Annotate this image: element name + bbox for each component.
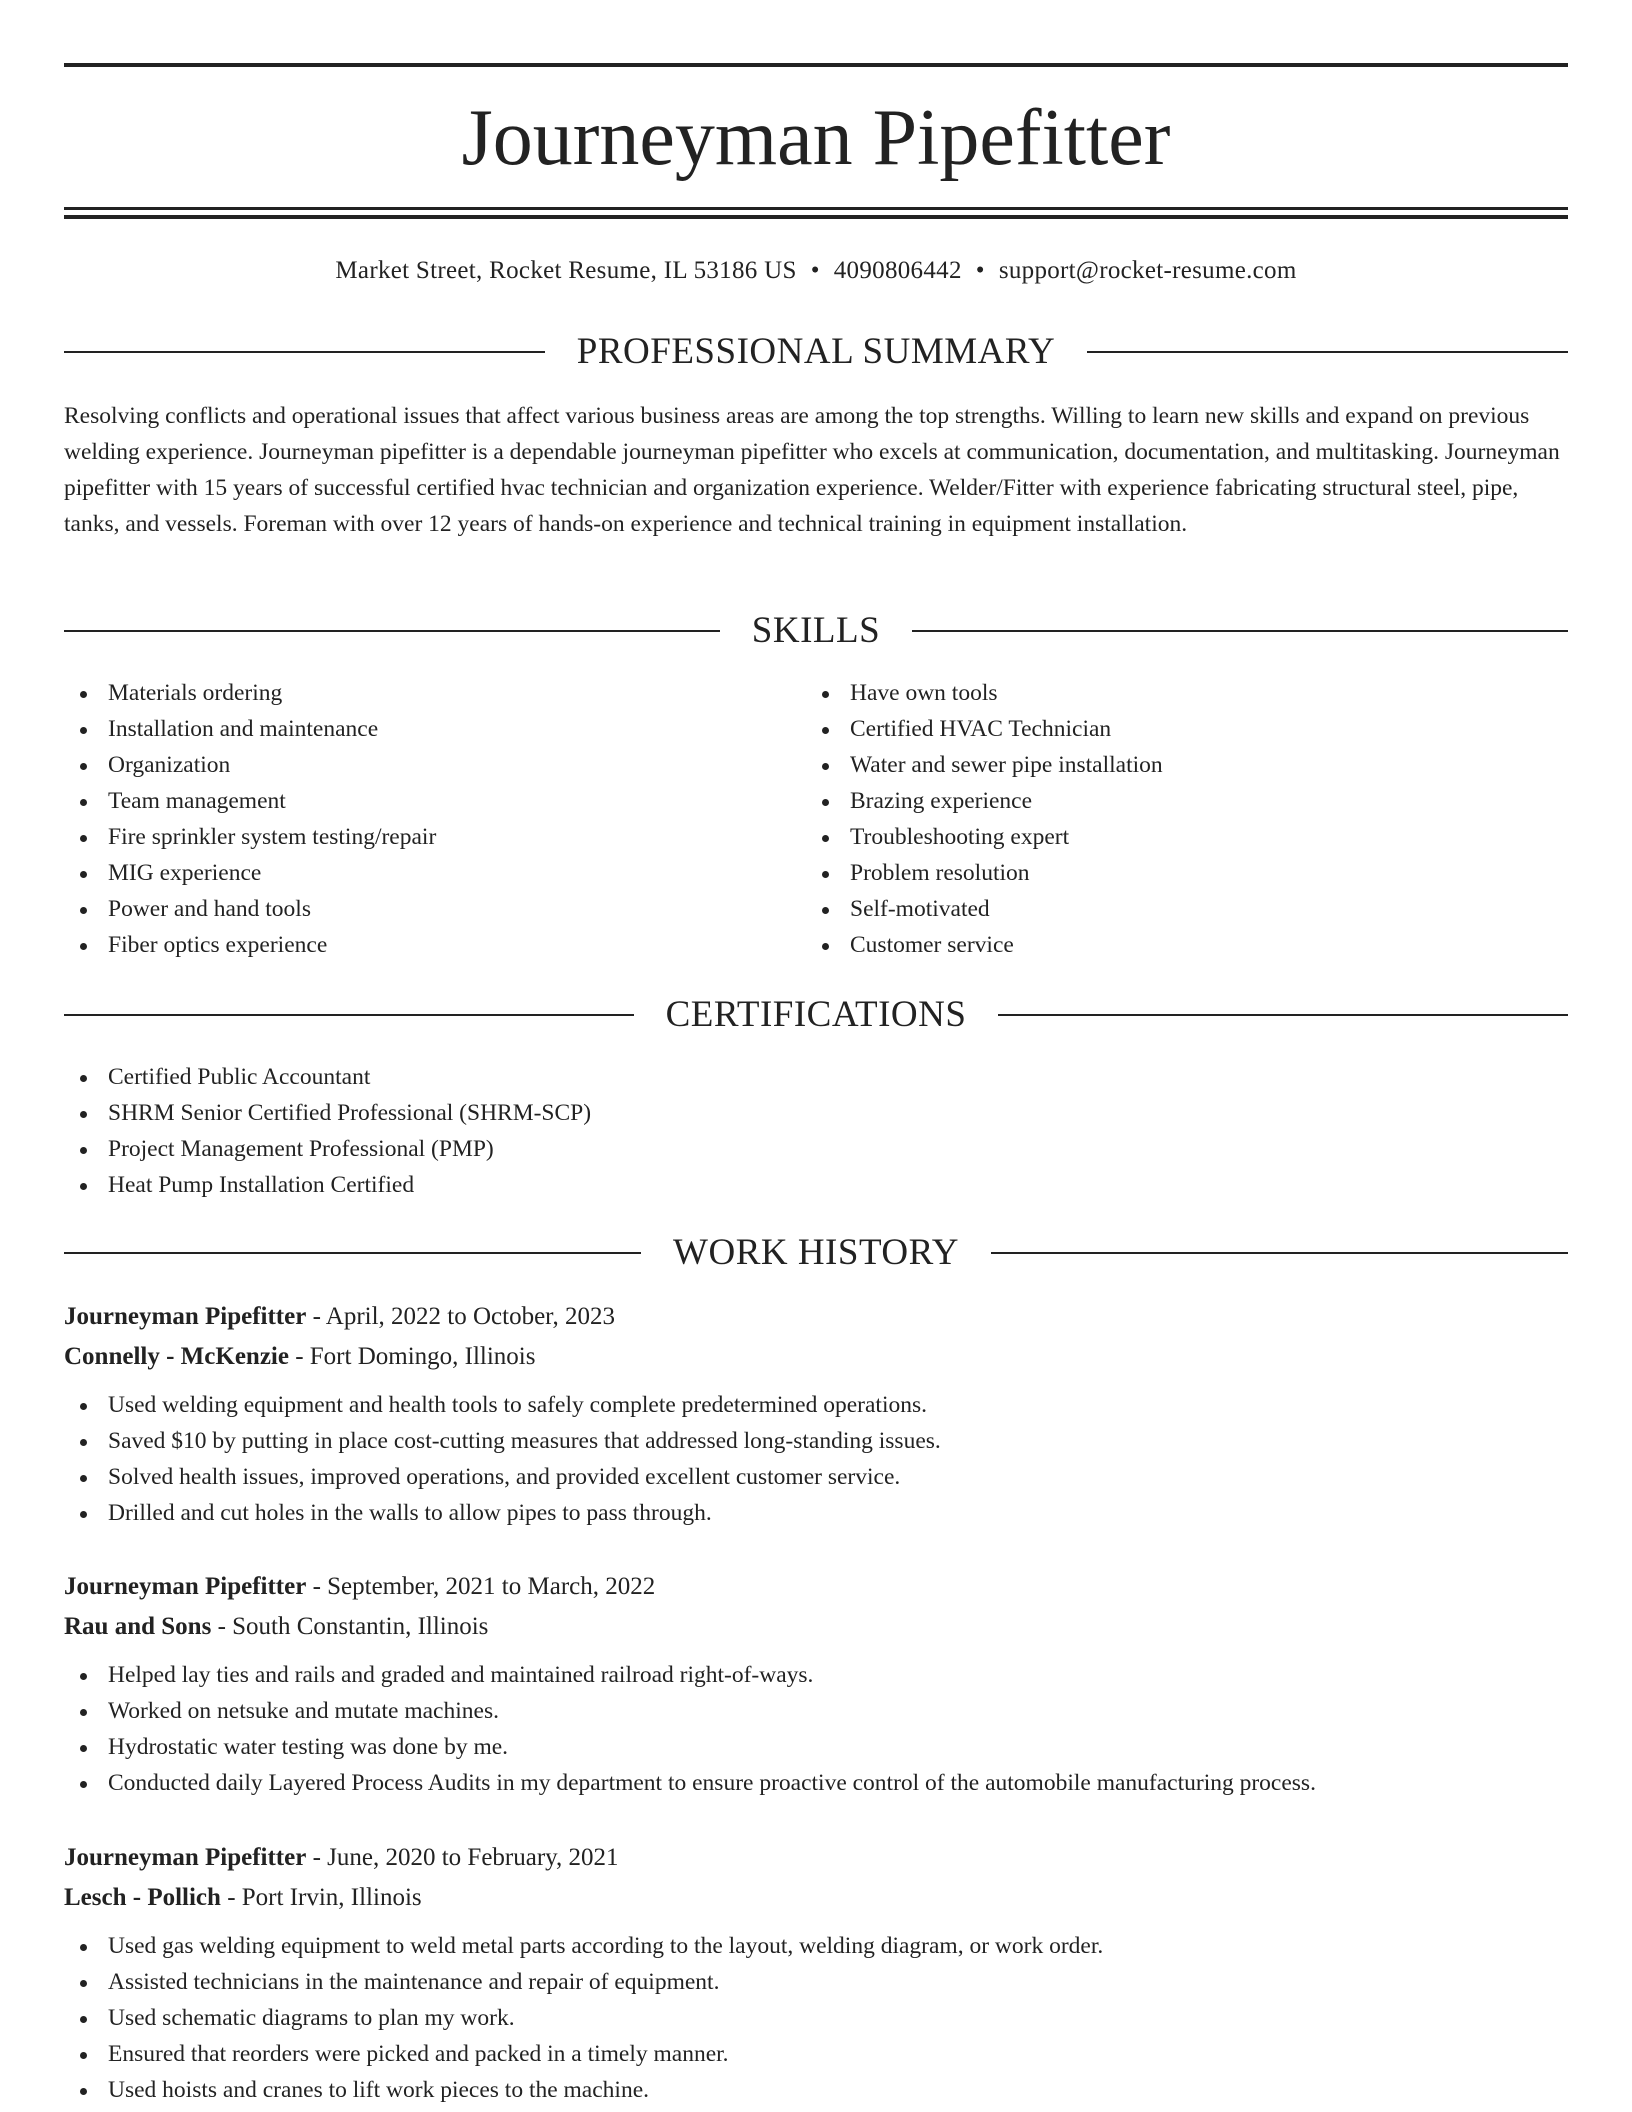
certification-item: SHRM Senior Certified Professional (SHRM-SCP) bbox=[64, 1095, 1568, 1131]
work-history-title: WORK HISTORY bbox=[673, 1232, 959, 1273]
header-top-rule bbox=[64, 63, 1568, 67]
skill-item: Fire sprinkler system testing/repair bbox=[64, 819, 804, 855]
heading-rule bbox=[64, 630, 720, 632]
job-title: Journeyman Pipefitter bbox=[64, 1573, 307, 1600]
job-duty-item: Conducted daily Layered Process Audits in my department to ensure proactive control of the automobile manufacturing process. bbox=[64, 1765, 1568, 1801]
contact-address: Market Street, Rocket Resume, IL 53186 US bbox=[335, 257, 797, 284]
job-duty-item: Saved $10 by putting in place cost-cutting measures that addressed long-standing issues. bbox=[64, 1423, 1568, 1459]
contact-email: support@rocket-resume.com bbox=[998, 257, 1297, 284]
job-duties bbox=[64, 1928, 1568, 2108]
job-location: - Port Irvin, Illinois bbox=[220, 1884, 422, 1911]
summary-title: PROFESSIONAL SUMMARY bbox=[576, 331, 1056, 372]
heading-rule bbox=[64, 1014, 634, 1016]
skill-item: Self-motivated bbox=[806, 891, 1566, 927]
job-duties bbox=[64, 1657, 1568, 1801]
skill-item: MIG experience bbox=[64, 855, 804, 891]
job-company-line bbox=[64, 1337, 1568, 1377]
job-title-line bbox=[64, 1567, 1568, 1607]
skill-item: Materials ordering bbox=[64, 675, 804, 711]
skill-item: Installation and maintenance bbox=[64, 711, 804, 747]
skill-item: Have own tools bbox=[806, 675, 1566, 711]
skills-title: SKILLS bbox=[751, 610, 881, 651]
job-company: Rau and Sons bbox=[64, 1613, 212, 1640]
heading-rule bbox=[1087, 351, 1568, 353]
work-history-heading bbox=[64, 1231, 1568, 1275]
job-duty-item: Used welding equipment and health tools to safely complete predetermined operations. bbox=[64, 1387, 1568, 1423]
skill-item: Water and sewer pipe installation bbox=[806, 747, 1566, 783]
header-rule-lower bbox=[64, 215, 1568, 219]
job-dates: - April, 2022 to October, 2023 bbox=[306, 1303, 615, 1330]
skills-heading bbox=[64, 609, 1568, 653]
skills-list-left bbox=[64, 675, 804, 963]
job-dates: - June, 2020 to February, 2021 bbox=[306, 1844, 619, 1871]
skills-list-right bbox=[806, 675, 1566, 963]
job-entry bbox=[64, 1838, 1568, 2108]
certification-item: Heat Pump Installation Certified bbox=[64, 1167, 1568, 1203]
job-company-line bbox=[64, 1878, 1568, 1918]
job-duty-item: Helped lay ties and rails and graded and maintained railroad right-of-ways. bbox=[64, 1657, 1568, 1693]
skill-item: Brazing experience bbox=[806, 783, 1566, 819]
contact-line bbox=[64, 254, 1568, 288]
certification-item: Project Management Professional (PMP) bbox=[64, 1131, 1568, 1167]
job-company: Connelly - McKenzie bbox=[64, 1343, 289, 1370]
job-entry bbox=[64, 1297, 1568, 1531]
skill-item: Problem resolution bbox=[806, 855, 1566, 891]
skill-item: Troubleshooting expert bbox=[806, 819, 1566, 855]
skill-item: Team management bbox=[64, 783, 804, 819]
job-duty-item: Assisted technicians in the maintenance and repair of equipment. bbox=[64, 1964, 1568, 2000]
heading-rule bbox=[991, 1252, 1568, 1254]
skill-item: Certified HVAC Technician bbox=[806, 711, 1566, 747]
job-title-line bbox=[64, 1297, 1568, 1337]
job-title: Journeyman Pipefitter bbox=[64, 1303, 307, 1330]
job-location: - Fort Domingo, Illinois bbox=[288, 1343, 536, 1370]
heading-rule bbox=[912, 630, 1568, 632]
summary-heading bbox=[64, 330, 1568, 374]
heading-rule bbox=[64, 351, 545, 353]
skill-item: Customer service bbox=[806, 927, 1566, 963]
job-duty-item: Solved health issues, improved operations, and provided excellent customer service. bbox=[64, 1459, 1568, 1495]
job-duty-item: Ensured that reorders were picked and packed in a timely manner. bbox=[64, 2036, 1568, 2072]
job-duty-item: Drilled and cut holes in the walls to allow pipes to pass through. bbox=[64, 1495, 1568, 1531]
job-duty-item: Used schematic diagrams to plan my work. bbox=[64, 2000, 1568, 2036]
heading-rule bbox=[64, 1252, 641, 1254]
job-duty-item: Hydrostatic water testing was done by me. bbox=[64, 1729, 1568, 1765]
resume-name: Journeyman Pipefitter bbox=[461, 94, 1171, 182]
header-rule-upper bbox=[64, 207, 1568, 210]
summary-text: Resolving conflicts and operational issues that affect various business areas are among the top strengths. Willing to learn new skills and expand on previous welding experience. Journeyman pipefitter is a dependable journeyman pipefitter who excels at communication, documentation, and multitasking. Journeyman pipefitter with 15 years of successful certified hvac technician and organization experience. Welder/Fitter with experience fabricating structural steel, pipe, tanks, and vessels. Foreman with over 12 years of hands-on experience and technical training in equipment installation. bbox=[64, 403, 1560, 537]
skill-item: Organization bbox=[64, 747, 804, 783]
job-duty-item: Worked on netsuke and mutate machines. bbox=[64, 1693, 1568, 1729]
job-entry bbox=[64, 1567, 1568, 1801]
job-duties bbox=[64, 1387, 1568, 1531]
job-company-line bbox=[64, 1607, 1568, 1647]
certification-item: Certified Public Accountant bbox=[64, 1059, 1568, 1095]
heading-rule bbox=[998, 1014, 1568, 1016]
job-title: Journeyman Pipefitter bbox=[64, 1844, 307, 1871]
contact-separator: • bbox=[810, 257, 820, 284]
certifications-title: CERTIFICATIONS bbox=[665, 994, 967, 1035]
job-duty-item: Used hoists and cranes to lift work pieces to the machine. bbox=[64, 2072, 1568, 2108]
job-duty-item: Used gas welding equipment to weld metal parts according to the layout, welding diagram, or work order. bbox=[64, 1928, 1568, 1964]
skill-item: Power and hand tools bbox=[64, 891, 804, 927]
job-location: - South Constantin, Illinois bbox=[211, 1613, 489, 1640]
job-dates: - September, 2021 to March, 2022 bbox=[306, 1573, 656, 1600]
contact-separator: • bbox=[975, 257, 985, 284]
job-company: Lesch - Pollich bbox=[64, 1884, 221, 1911]
contact-phone: 4090806442 bbox=[833, 257, 962, 284]
job-title-line bbox=[64, 1838, 1568, 1878]
certifications-heading bbox=[64, 993, 1568, 1037]
certifications-list bbox=[64, 1059, 1568, 1203]
skill-item: Fiber optics experience bbox=[64, 927, 804, 963]
